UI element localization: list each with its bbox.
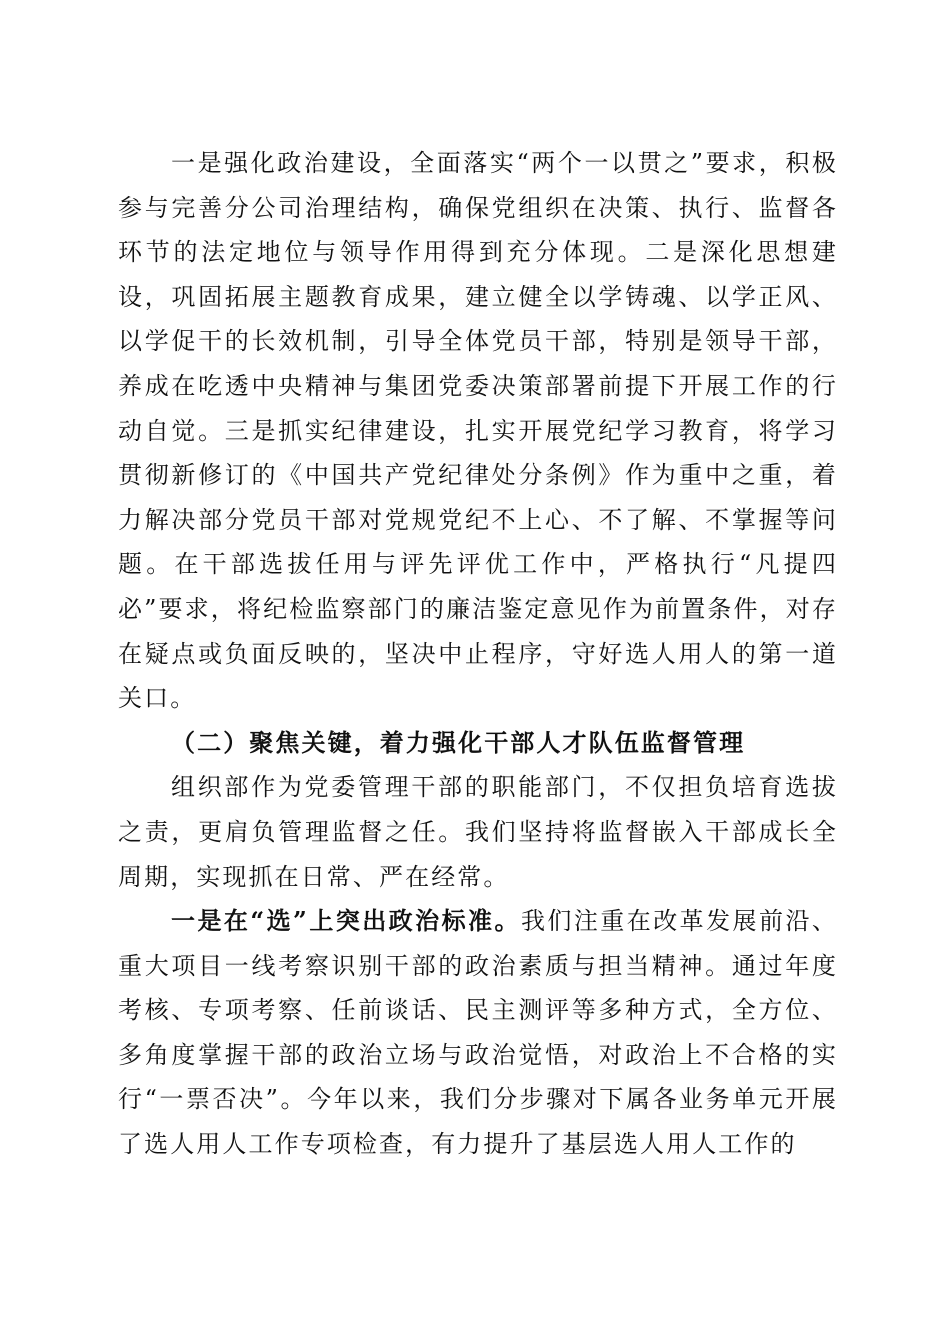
paragraph-selection-standard	[118, 899, 838, 1167]
paragraph-lead-bold: 一是在“选”上突出政治标准。	[171, 906, 521, 936]
document-body	[118, 141, 838, 1167]
section-heading: （二）聚焦关键，着力强化干部人才队伍监督管理	[171, 727, 746, 757]
paragraph-political-construction: 一是强化政治建设，全面落实“两个一以贯之”要求，积极参与完善分公司治理结构，确保党组织在决策、执行、监督各环节的法定地位与领导作用得到充分体现。二是深化思想建设，巩固拓展主题教育成果，建立健全以学铸魂、以学正风、以学促干的长效机制，引导全体党员干部，特别是领导干部，养成在吃透中央精神与集团党委决策部署前提下开展工作的行动自觉。三是抓实纪律建设，扎实开展党纪学习教育，将学习贯彻新修订的《中国共产党纪律处分条例》作为重中之重，着力解决部分党员干部对党规党纪不上心、不了解、不掌握等问题。在干部选拔任用与评先评优工作中，严格执行“凡提四必”要求，将纪检监察部门的廉洁鉴定意见作为前置条件，对存在疑点或负面反映的，坚决中止程序，守好选人用人的第一道关口。	[118, 149, 838, 713]
paragraph-body-text: 我们注重在改革发展前沿、重大项目一线考察识别干部的政治素质与担当精神。通过年度考核、专项考察、任前谈话、民主测评等多种方式，全方位、多角度掌握干部的政治立场与政治觉悟，对政治上不合格的实行“一票否决”。今年以来，我们分步骤对下属各业务单元开展了选人用人工作专项检查，有力提升了基层选人用人工作的	[118, 907, 839, 1159]
paragraph-organization-department: 组织部作为党委管理干部的职能部门，不仅担负培育选拔之责，更肩负管理监督之任。我们坚持将监督嵌入干部成长全周期，实现抓在日常、严在经常。	[118, 773, 838, 891]
